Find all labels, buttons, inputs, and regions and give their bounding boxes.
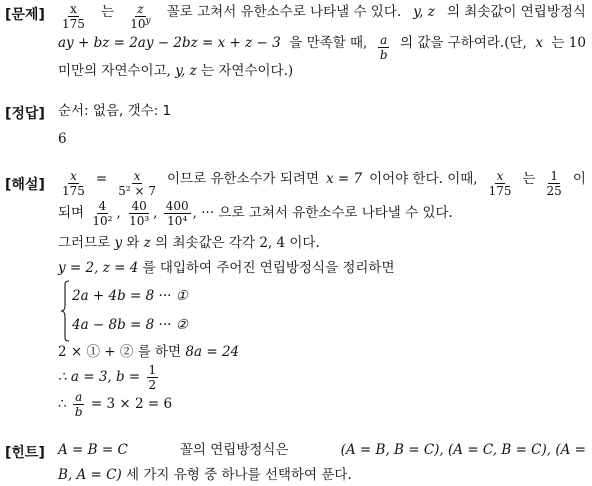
answer-label: [정답] [5,106,45,122]
solution-line-1: $\frac{x}{175}$ = $\frac{x}{\text{5² × 7}}$ 이므로 유한소수가 되려면 x = 7 이어야 한다. 이때, x 175 는 1 25 이 [62,169,586,198]
answer-value: 6 [58,131,67,147]
solution-line-4: y = 2, z = 4 를 대입하여 주어진 연립방정식을 정리하면 [58,260,395,276]
hint-label: [힌트] [5,445,45,461]
system-equation-2: 4a − 8b = 8 ··· ② [72,317,188,333]
solution-line-3: 그러므로 y 와 z 의 최솟값은 각각 2, 4 이다. [58,235,320,251]
left-brace [60,280,70,342]
problem-line-1: x 175 는 z 10$^y$ 꼴로 고쳐서 유한소수로 나타낼 수 있다. y, z 의 최솟값이 연립방정식 [62,2,586,31]
hint-line-1: A = B = C 꼴의 연립방정식은 (A = B, B = C), (A = C, B = C), (A = [58,442,586,458]
problem-line-3: 미만의 자연수이고, y, z 는 자연수이다.) [58,63,294,79]
fraction-z-10y: z 10$^y$ [130,2,151,31]
solution-line-5: 2 × ① + ② 를 하면 8a = 24 [58,344,240,360]
problem-line-2: ay + bz = 2ay − 2bz = x + z − 3 을 만족할 때, a b 의 값을 구하여라.(단, x 는 10 [58,33,586,62]
solution-line-6: ∴ a = 3, b = $\frac{1}{2}$ [58,363,157,392]
solution-label: [해설] [5,177,45,193]
fraction-a-b: a b [379,33,388,62]
solution-line-7: ∴ $\frac{a}{b}$ = 3 × 2 = 6 [58,390,173,419]
solution-line-2: 되며 $\frac{4}{\text{10²}}$ , $\frac{40}{\text{10³}}$ , $\frac{400}{\text{10⁴}}$ , ··· 으로 고쳐서 유한소수로 나타낼 수 있다. [58,199,453,228]
system-equation-1: 2a + 4b = 8 ··· ① [72,288,188,304]
hint-line-2: B, A = C) 세 가지 유형 중 하나를 선택하여 푼다. [58,467,352,483]
answer-line-1: 순서: 없음, 갯수: 1 [58,103,172,119]
problem-label: [문제] [5,7,45,23]
fraction-x-175: x 175 [62,2,85,31]
